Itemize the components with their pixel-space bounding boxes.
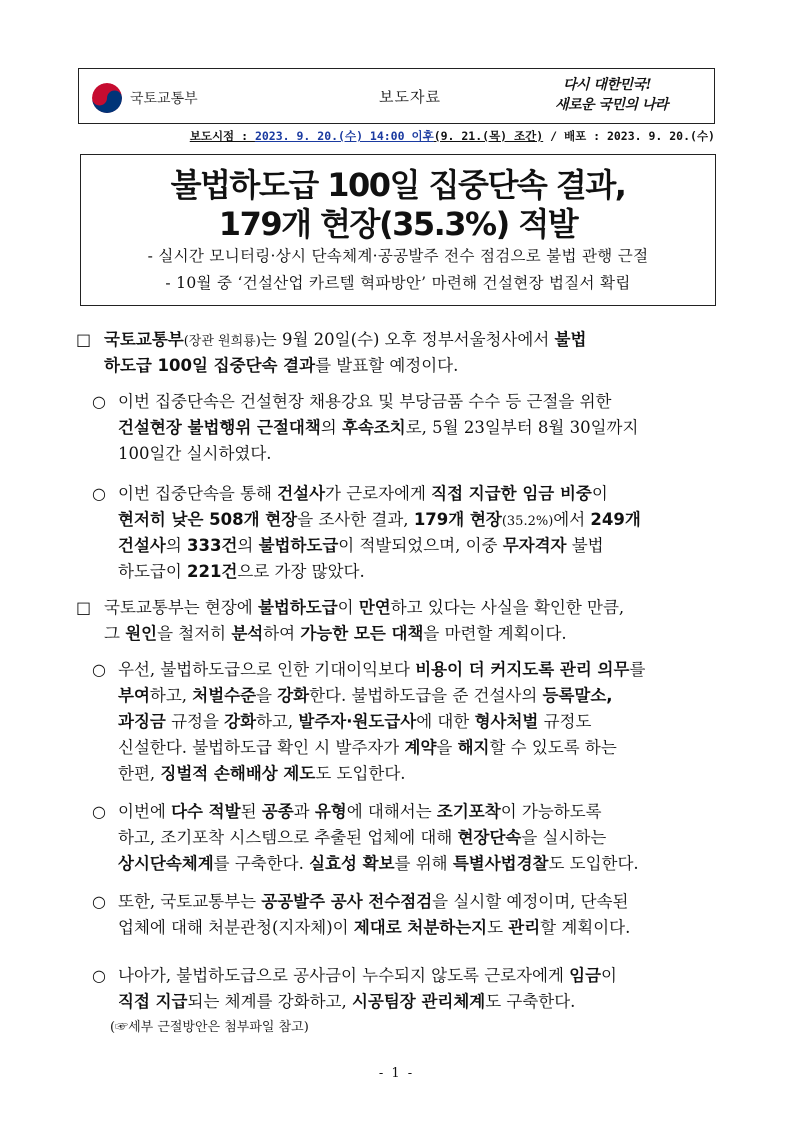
paragraph-line: 국토교통부(장관 원희룡)는 9월 20일(수) 오후 정부서울청사에서 불법 xyxy=(104,330,587,349)
paragraph-line: 100일간 실시하였다. xyxy=(118,444,272,463)
ministry-name: 국토교통부 xyxy=(130,91,198,107)
paragraph-line: 그 원인을 철저히 분석하여 가능한 모든 대책을 마련할 계획이다. xyxy=(104,624,567,643)
circle-bullet: ○ xyxy=(92,892,106,911)
headline-line-2: 179개 현장(35.3%) 적발 xyxy=(218,205,578,243)
taegeuk-icon xyxy=(92,83,122,113)
paragraph-line: 하고, 조기포착 시스템으로 추출된 업체에 대해 현장단속을 실시하는 xyxy=(118,828,607,847)
paragraph-line: 상시단속체계를 구축한다. 실효성 확보를 위해 특별사법경찰도 도입한다. xyxy=(118,854,639,873)
paragraph-line: 우선, 불법하도급으로 인한 기대이익보다 비용이 더 커지도록 관리 의무를 xyxy=(118,660,646,679)
circle-bullet: ○ xyxy=(92,660,106,679)
paragraph-line: 현저히 낮은 508개 현장을 조사한 결과, 179개 현장(35.2%)에서 249개 xyxy=(118,510,641,529)
embargo-date: 2023. 9. 20.(수) 14:00 이후 xyxy=(254,129,434,143)
embargo-line: 보도시점 : 2023. 9. 20.(수) 14:00 이후(9. 21.(목) 조간) / 배포 : 2023. 9. 20.(수) xyxy=(189,129,715,143)
circle-bullet: ○ xyxy=(92,392,106,411)
paragraph-line: 부여하고, 처벌수준을 강화한다. 불법하도급을 준 건설사의 등록말소, xyxy=(118,686,613,705)
slogan-line-2: 새로운 국민의 나라 xyxy=(555,97,668,113)
paragraph-line: 직접 지급되는 체계를 강화하고, 시공팀장 관리체계도 구축한다. xyxy=(118,992,576,1011)
paragraph-line: 한편, 징벌적 손해배상 제도도 도입한다. xyxy=(118,764,406,783)
paragraph-line: 국토교통부는 현장에 불법하도급이 만연하고 있다는 사실을 확인한 만큼, xyxy=(104,598,625,617)
slogan-logo xyxy=(555,74,705,118)
circle-bullet: ○ xyxy=(92,966,106,985)
paragraph-line: 건설현장 불법행위 근절대책의 후속조치로, 5월 23일부터 8월 30일까지 xyxy=(118,418,639,437)
circle-bullet: ○ xyxy=(92,484,106,503)
slogan-line-1: 다시 대한민국! xyxy=(563,77,652,93)
paragraph-line: 이번 집중단속은 건설현장 채용강요 및 부당금품 수수 등 근절을 위한 xyxy=(118,392,612,411)
reference-note: (☞세부 근절방안은 첨부파일 참고) xyxy=(110,1020,309,1035)
paragraph-line: 하도급이 221건으로 가장 많았다. xyxy=(118,562,365,581)
paragraph-line: 업체에 대해 처분관청(지자체)이 제대로 처분하는지도 관리할 계획이다. xyxy=(118,918,631,937)
paragraph-line: 이번 집중단속을 통해 건설사가 근로자에게 직접 지급한 임금 비중이 xyxy=(118,484,608,503)
document-type: 보도자료 xyxy=(379,88,441,106)
ministry-logo xyxy=(92,80,242,116)
subheadline-1: - 실시간 모니터링·상시 단속체계·공공발주 전수 점검으로 불법 관행 근절 xyxy=(147,247,649,265)
paragraph-line: 건설사의 333건의 불법하도급이 적발되었으며, 이중 무자격자 불법 xyxy=(118,536,604,555)
headline-line-1: 불법하도급 100일 집중단속 결과, xyxy=(170,166,626,204)
subheadline-2: - 10월 중 ‘건설산업 카르텔 혁파방안’ 마련해 건설현장 법질서 확립 xyxy=(165,274,631,292)
paragraph-line: 또한, 국토교통부는 공공발주 공사 전수점검을 실시할 예정이며, 단속된 xyxy=(118,892,629,911)
paragraph-line: 하도급 100일 집중단속 결과를 발표할 예정이다. xyxy=(104,356,459,375)
square-bullet: □ xyxy=(76,598,92,617)
paragraph-line: 나아가, 불법하도급으로 공사금이 누수되지 않도록 근로자에게 임금이 xyxy=(118,966,617,985)
paragraph-line: 신설한다. 불법하도급 확인 시 발주자가 계약을 해지할 수 있도록 하는 xyxy=(118,738,617,757)
page-number: - 1 - xyxy=(378,1066,415,1081)
circle-bullet: ○ xyxy=(92,802,106,821)
square-bullet: □ xyxy=(76,330,92,349)
paragraph-line: 과징금 규정을 강화하고, 발주자·원도급사에 대한 형사처벌 규정도 xyxy=(118,712,592,731)
paragraph-line: 이번에 다수 적발된 공종과 유형에 대해서는 조기포착이 가능하도록 xyxy=(118,802,602,821)
